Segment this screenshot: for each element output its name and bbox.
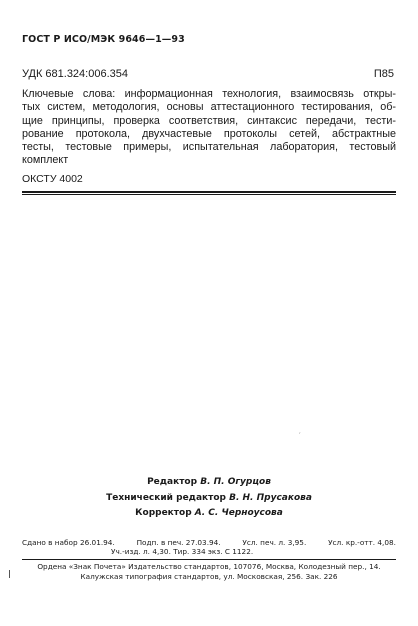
stray-mark: ′ bbox=[299, 432, 301, 440]
tech-editor-label: Технический редактор bbox=[106, 492, 226, 503]
signed-date: Подп. в печ. 27.03.94. bbox=[136, 538, 221, 547]
print-sheets: Усл. печ. л. 3,95. bbox=[242, 538, 307, 547]
corrector-label: Корректор bbox=[135, 508, 192, 518]
keywords-line: тых систем, методология, основы аттестационного тестирования, об- bbox=[22, 101, 396, 114]
footer-divider bbox=[22, 559, 396, 560]
keywords-line: рование протокола, двухчастевые протоколы сетей, абстрактные bbox=[22, 127, 396, 140]
oksty-code: ОКСТУ 4002 bbox=[22, 173, 83, 185]
publisher-footer bbox=[22, 562, 396, 582]
corrector-row bbox=[0, 506, 418, 522]
printer-line: Калужская типография стандартов, ул. Московская, 256. Зак. 226 bbox=[80, 572, 338, 581]
editor-label: Редактор bbox=[147, 477, 198, 487]
keywords-line: тесты, тестовые примеры, испытательная лаборатория, тестовый bbox=[22, 141, 396, 154]
tech-editor-row bbox=[0, 491, 418, 507]
kr-ott: Усл. кр.-отт. 4,08. bbox=[328, 538, 396, 547]
publisher-line: Ордена «Знак Почета» Издательство стандартов, 107076, Москва, Колодезный пер., 14. bbox=[37, 562, 381, 571]
editor-row bbox=[0, 475, 418, 491]
tech-editor-name: В. Н. Прусакова bbox=[229, 492, 312, 503]
group-code: П85 bbox=[373, 68, 394, 80]
editorial-credits bbox=[0, 475, 418, 522]
keywords-line: Ключевые слова: информационная технология, взаимосвязь откры- bbox=[22, 88, 396, 100]
divider-thick bbox=[22, 191, 396, 193]
editor-name: В. П. Огурцов bbox=[200, 477, 271, 487]
print-info-line-2: Уч.-изд. л. 4,30. Тир. 334 экз. С 1122. bbox=[111, 547, 254, 556]
udk-code: УДК 681.324:006.354 bbox=[22, 68, 128, 80]
submitted-date: Сдано в набор 26.01.94. bbox=[22, 538, 115, 547]
standard-header: ГОСТ Р ИСО/МЭК 9646—1—93 bbox=[22, 34, 185, 45]
margin-mark bbox=[9, 570, 10, 578]
keywords-line: комплект bbox=[22, 154, 69, 167]
divider-thin bbox=[22, 194, 396, 195]
corrector-name: А. С. Черноусова bbox=[194, 508, 283, 518]
print-info-line-1 bbox=[22, 538, 396, 547]
keywords-line: щие принципы, проверка соответствия, синтаксис передачи, тести- bbox=[22, 114, 396, 127]
keywords-paragraph bbox=[22, 88, 396, 168]
